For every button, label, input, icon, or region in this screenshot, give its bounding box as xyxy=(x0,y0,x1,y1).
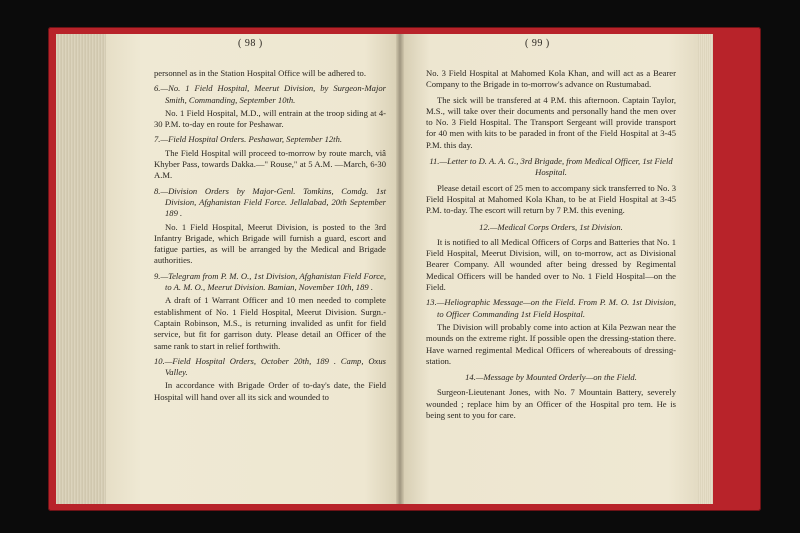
book-gutter xyxy=(396,34,404,504)
paragraph: The Division will probably come into action at Kila Pezwan near the mounds on the extreme right. If possible open the dressing-station there. Have warned regimental Medical Officers of whereabouts of dressing-station. xyxy=(426,321,676,366)
paragraph: In accordance with Brigade Order of to-day's date, the Field Hospital will hand over all its sick and wounded to xyxy=(154,380,386,402)
section-heading: 12.—Medical Corps Orders, 1st Division. xyxy=(479,221,623,232)
paragraph: The sick will be transfered at 4 P.M. this afternoon. Captain Taylor, M.S., will take over their documents and personally hand the men over to No. 3 Field Hospital. The Transport Sergeant will provide transport for 40 men with kits to be paraded in front of the Field Hospital at 3-45 P.M. this day. xyxy=(426,94,676,150)
paragraph: Surgeon-Lieutenant Jones, with No. 7 Mountain Battery, severely wounded ; replace him by an Officer of the Hospital pro tem. He is being sent to you for care. xyxy=(426,387,676,421)
paragraph: No. 3 Field Hospital at Mahomed Kola Khan, and will act as a Bearer Company to the Brigade in to-morrow's advance on Rustumabad. xyxy=(426,68,676,90)
section-heading: 6.—No. 1 Field Hospital, Meerut Division, by Surgeon-Major Smith, Commanding, September 10th. xyxy=(154,83,386,105)
page-number-right: ( 99 ) xyxy=(525,38,550,49)
section-heading: 14.—Message by Mounted Orderly—on the Field. xyxy=(465,372,637,383)
paragraph: A draft of 1 Warrant Officer and 10 men needed to complete establishment of No. 1 Field Hospital, Meerut Division. Surgn.-Captain Robinson, M.S., is returning invalided as unfit for field service, but fit for garrison duty. Please detail an Officer of the same rank to start in relief forthwith. xyxy=(154,295,386,351)
paragraph: No. 1 Field Hospital, M.D., will entrain at the troop siding at 4-30 P.M. to-day en route for Peshawar. xyxy=(154,107,386,130)
section-heading: 10.—Field Hospital Orders, October 20th, 189 . Camp, Oxus Valley. xyxy=(154,355,386,378)
paragraph: No. 1 Field Hospital, Meerut Division, is posted to the 3rd Infantry Brigade, which Brigade will furnish a guard, escort and fatigue parties, as will be arranged by the Medical and Brigade authorities. xyxy=(154,221,386,266)
right-page xyxy=(400,34,698,504)
page-number-left: ( 98 ) xyxy=(238,38,263,49)
paragraph: The Field Hospital will proceed to-morrow by route march, viâ Khyber Pass, towards Dakka.—" Rouse," at 5 A.M. —March, 6-30 A.M. xyxy=(154,147,386,181)
left-page xyxy=(106,34,400,504)
section-heading: 9.—Telegram from P. M. O., 1st Division, Afghanistan Field Force, to A. M. O., Meerut Division. Bamian, November 10th, 189 . xyxy=(154,270,386,293)
section-heading: 13.—Heliographic Message—on the Field. From P. M. O. 1st Division, to Officer Commanding 1st Field Hospital. xyxy=(426,297,676,319)
paragraph: personnel as in the Station Hospital Office will be adhered to. xyxy=(154,68,367,78)
section-heading: 11.—Letter to D. A. A. G., 3rd Brigade, from Medical Officer, 1st Field Hospital. xyxy=(429,156,673,178)
paragraph: It is notified to all Medical Officers of Corps and Batteries that No. 1 Field Hospital, Meerut Division, will, on to-morrow, act as Divisional Bearer Company. All wounded after being dressed by Regimental Medical Officers will be handed over to No. 1 Field Hospital—on the Field. xyxy=(426,236,676,293)
section-heading: 8.—Division Orders by Major-Genl. Tomkins, Comdg. 1st Division, Afghanistan Field Force. Jellalabad, 20th September 189 . xyxy=(154,185,386,219)
page-edges-right xyxy=(697,34,713,504)
paragraph: Please detail escort of 25 men to accompany sick transferred to No. 3 Field Hospital at Mahomed Kola Khan, to be at Field Hospital at 3-45 P.M. to-day. The escort will return by 7 P.M. this evening. xyxy=(426,182,676,216)
section-heading: 7.—Field Hospital Orders. Peshawar, September 12th. xyxy=(154,134,343,145)
page-edges-left xyxy=(56,34,108,504)
